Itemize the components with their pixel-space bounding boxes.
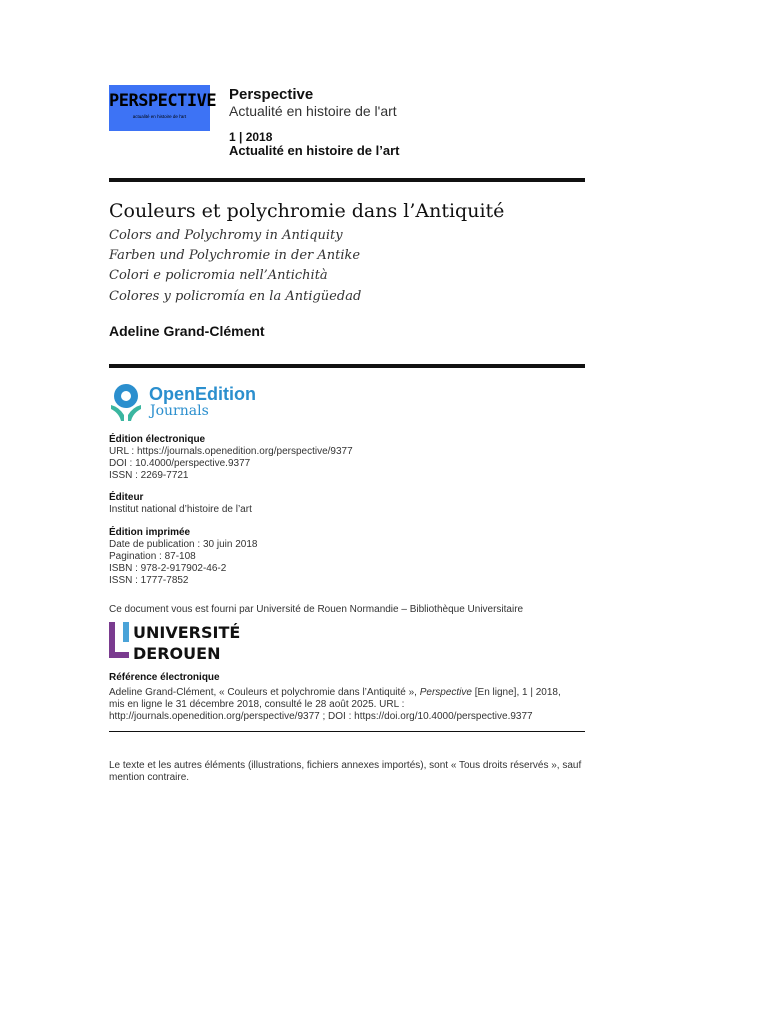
openedition-journals: Journals <box>150 403 209 419</box>
journal-subtitle: Actualité en histoire de l'art <box>229 103 397 119</box>
divider-middle <box>109 364 585 368</box>
alt-title-de: Farben und Polychromie in der Antike <box>109 248 361 263</box>
journal-title: Perspective <box>229 86 314 103</box>
edition-url[interactable]: URL : https://journals.openedition.org/perspective/9377 <box>109 446 353 457</box>
divider-top <box>109 178 585 182</box>
editeur-name: Institut national d’histoire de l’art <box>109 504 252 515</box>
editeur-heading: Éditeur <box>109 492 144 503</box>
divider-bottom <box>109 731 585 732</box>
reference-heading: Référence électronique <box>109 672 220 683</box>
universite-rouen-logo <box>109 620 241 663</box>
print-issn: ISSN : 1777-7852 <box>109 575 189 586</box>
alt-title-it: Colori e policromia nell’Antichità <box>109 268 328 283</box>
rouen-logo-line1: UNIVERSITÉ <box>133 623 241 642</box>
alt-title-en: Colors and Polychromy in Antiquity <box>109 228 343 243</box>
provided-by: Ce document vous est fourni par Université de Rouen Normandie – Bibliothèque Universitaire <box>109 604 524 615</box>
alt-title-es: Colores y policromía en la Antigüedad <box>109 289 362 304</box>
reference-text <box>109 687 579 723</box>
logo-word: PERSPECTIVE <box>109 91 217 111</box>
openedition-wordmark: OpenEdition <box>149 384 256 404</box>
reference-journal: Perspective <box>419 687 472 698</box>
article-title: Couleurs et polychromie dans l’Antiquité <box>109 200 505 222</box>
rouen-logo-line2: ROUEN <box>157 644 221 663</box>
svg-text:DEROUEN <box>133 644 220 663</box>
author-name: Adeline Grand-Clément <box>109 323 265 339</box>
issue-number: 1 | 2018 <box>229 130 273 144</box>
edition-issn: ISSN : 2269-7721 <box>109 470 189 481</box>
edition-doi: DOI : 10.4000/perspective.9377 <box>109 458 251 469</box>
issue-title: Actualité en histoire de l’art <box>229 143 400 158</box>
perspective-logo <box>109 85 217 131</box>
rights-notice: Le texte et les autres éléments (illustrations, fichiers annexes importés), sont « Tous droits réservés », sauf mention contraire. <box>109 760 582 783</box>
edition-imprimee-heading: Édition imprimée <box>109 527 191 538</box>
print-date: Date de publication : 30 juin 2018 <box>109 539 258 550</box>
reference-after: [En ligne], 1 | 2018, mis en ligne le 31 décembre 2018, consulté le 28 août 2025. URL : http://journals.openedition.org/perspective/9377 ; DOI : https://doi.org/10.4000/perspective.9377 <box>109 687 561 722</box>
print-pagination: Pagination : 87-108 <box>109 551 196 562</box>
reference-before: Adeline Grand-Clément, « Couleurs et polychromie dans l’Antiquité », <box>109 687 420 698</box>
rouen-logo-prefix: DE <box>133 644 158 663</box>
logo-sub: actualité en histoire de l'art <box>132 114 187 119</box>
openedition-icon <box>109 383 143 421</box>
print-isbn: ISBN : 978-2-917902-46-2 <box>109 563 227 574</box>
edition-electronique-heading: Édition électronique <box>109 434 206 445</box>
